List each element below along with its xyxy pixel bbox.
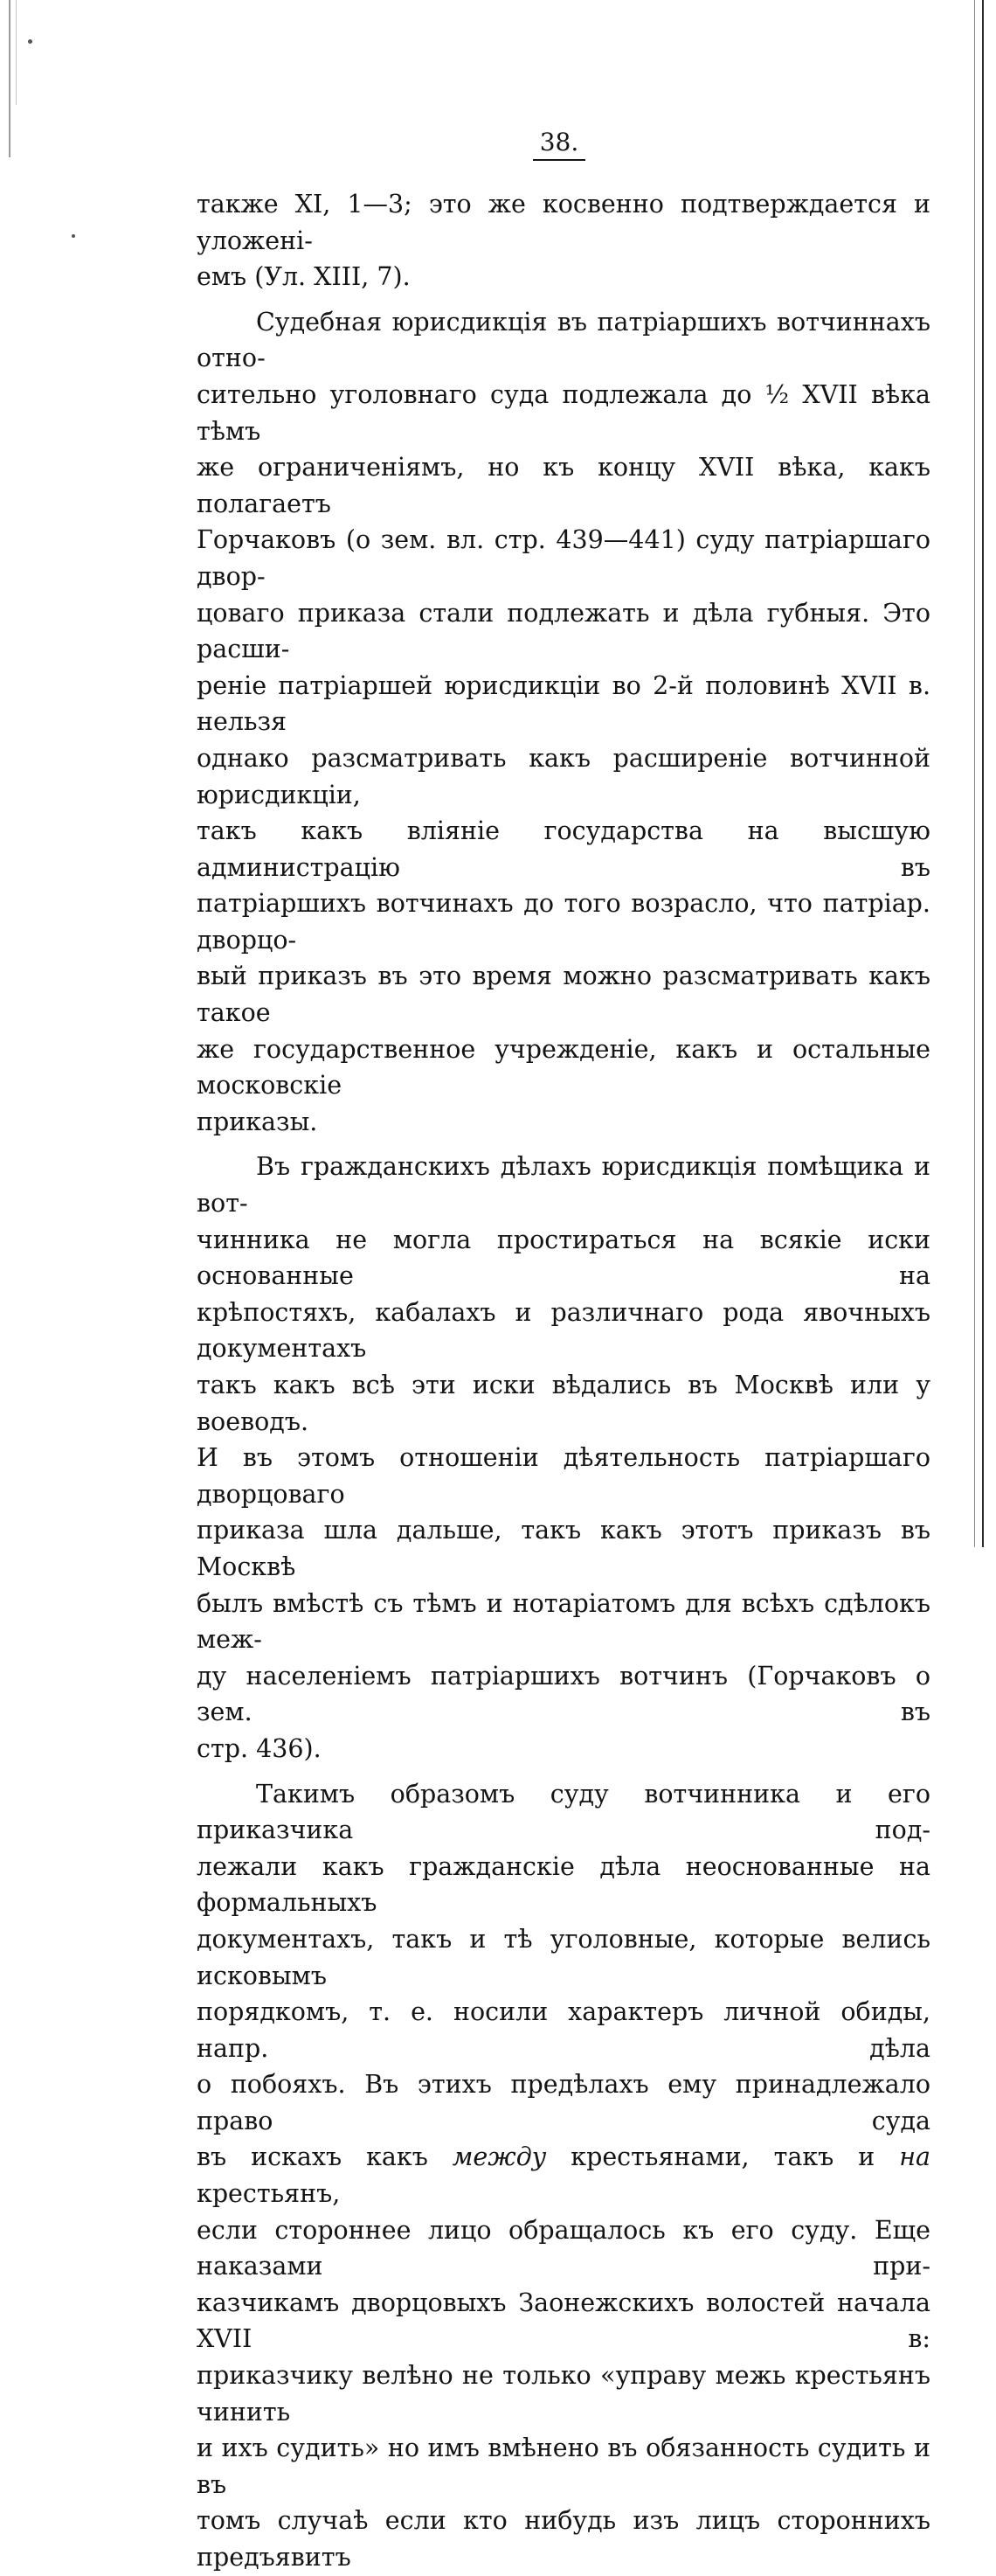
paragraph-2: [197, 304, 930, 1141]
body-text: [197, 186, 930, 2576]
text-line: цоваго приказа стали подлежать и дѣла губныя. Это расши-: [197, 598, 930, 664]
text-line: реніе патріаршей юрисдикціи во 2-й половинѣ XVII в. нельзя: [197, 670, 930, 737]
scan-edge-left-faint: [16, 0, 17, 105]
text-line: и ихъ судить» но имъ вмѣнено въ обязанность судить и въ: [197, 2434, 930, 2499]
text-line: приказы.: [197, 1107, 318, 1136]
text-line: приказчику велѣно не только «управу межь крестьянъ чинить: [197, 2361, 930, 2427]
italic-word: на: [899, 2142, 930, 2172]
paragraph-1: [197, 186, 930, 295]
text-line: же государственное учрежденіе, какъ и остальные московскіе: [197, 1034, 930, 1101]
text-line: казчикамъ дворцовыхъ Заонежскихъ волостей начала XVII в:: [197, 2288, 930, 2354]
scan-edge-right-faint: [974, 0, 975, 1547]
text-line: томъ случаѣ если кто нибудь изъ лицъ стороннихъ предъявитъ: [197, 2506, 930, 2572]
text-line: лежали какъ гражданскіе дѣла неоснованные на формальныхъ: [197, 1851, 930, 1918]
text-line: также XI, 1—3; это же косвенно подтверждается и уложені-: [197, 190, 930, 255]
page-number: 38.: [533, 128, 585, 161]
paragraph-4: [197, 1776, 930, 2576]
text-line: И въ этомъ отношеніи дѣятельность патріаршаго дворцоваго: [197, 1443, 930, 1509]
text-line: такъ какъ вліяніе государства на высшую администрацію въ: [197, 816, 930, 882]
text-line: если стороннее лицо обращалось къ его суду. Еще наказами при-: [197, 2215, 930, 2281]
text-line: вый приказъ въ это время можно разсматривать какъ такое: [197, 962, 930, 1028]
text-line: Такимъ образомъ суду вотчинника и его приказчика под-: [197, 1779, 930, 1845]
scan-edge-right: [982, 0, 984, 1547]
text-line: приказа шла дальше, такъ какъ этотъ приказъ въ Москвѣ: [197, 1516, 930, 1581]
text-line: стр. 436).: [197, 1733, 322, 1763]
text-line: Въ гражданскихъ дѣлахъ юрисдикція помѣщика и вот-: [197, 1152, 930, 1219]
text-line: сительно уголовнаго суда подлежала до ½ XVII вѣка тѣмъ: [197, 379, 930, 446]
text-line: о побояхъ. Въ этихъ предѣлахъ ему принадлежало право суда: [197, 2070, 930, 2135]
text-line: крѣпостяхъ, кабалахъ и различнаго рода явочныхъ документахъ: [197, 1297, 930, 1364]
text-line-with-italics: [197, 2139, 930, 2211]
text-line: документахъ, такъ и тѣ уголовные, которые велись исковымъ: [197, 1924, 930, 1990]
scan-speck: [72, 234, 75, 238]
text-run: крестьянъ,: [197, 2179, 341, 2209]
text-line: патріаршихъ вотчинахъ до того возрасло, что патріар. дворцо-: [197, 889, 930, 955]
text-line: Горчаковъ (о зем. вл. стр. 439—441) суду патріаршаго двор-: [197, 525, 930, 591]
scan-speck: [28, 39, 32, 44]
text-line: ду населеніемъ патріаршихъ вотчинъ (Горчаковъ о зем. въ: [197, 1661, 930, 1727]
text-run: въ искахъ какъ: [197, 2142, 453, 2172]
paragraph-3: [197, 1149, 930, 1767]
scan-edge-left: [9, 0, 10, 157]
text-line: однако разсматривать какъ расширеніе вотчинной юрисдикціи,: [197, 743, 930, 809]
text-line: такъ какъ всѣ эти иски вѣдались въ Москвѣ или у воеводъ.: [197, 1371, 930, 1436]
text-line: емъ (Ул. XIII, 7).: [197, 262, 411, 292]
text-line: же ограниченіямъ, но къ концу XVII вѣка, какъ полагаетъ: [197, 453, 930, 518]
text-run: крестьянами, такъ и: [546, 2142, 900, 2172]
text-line: порядкомъ, т. е. носили характеръ личной обиды, напр. дѣла: [197, 1997, 930, 2063]
text-line: чинника не могла простираться на всякіе иски основанные на: [197, 1225, 930, 1291]
italic-word: между: [452, 2142, 547, 2172]
text-line: Судебная юрисдикція въ патріаршихъ вотчиннахъ отно-: [197, 307, 930, 373]
text-line: былъ вмѣстѣ съ тѣмъ и нотаріатомъ для всѣхъ сдѣлокъ меж-: [197, 1588, 930, 1655]
